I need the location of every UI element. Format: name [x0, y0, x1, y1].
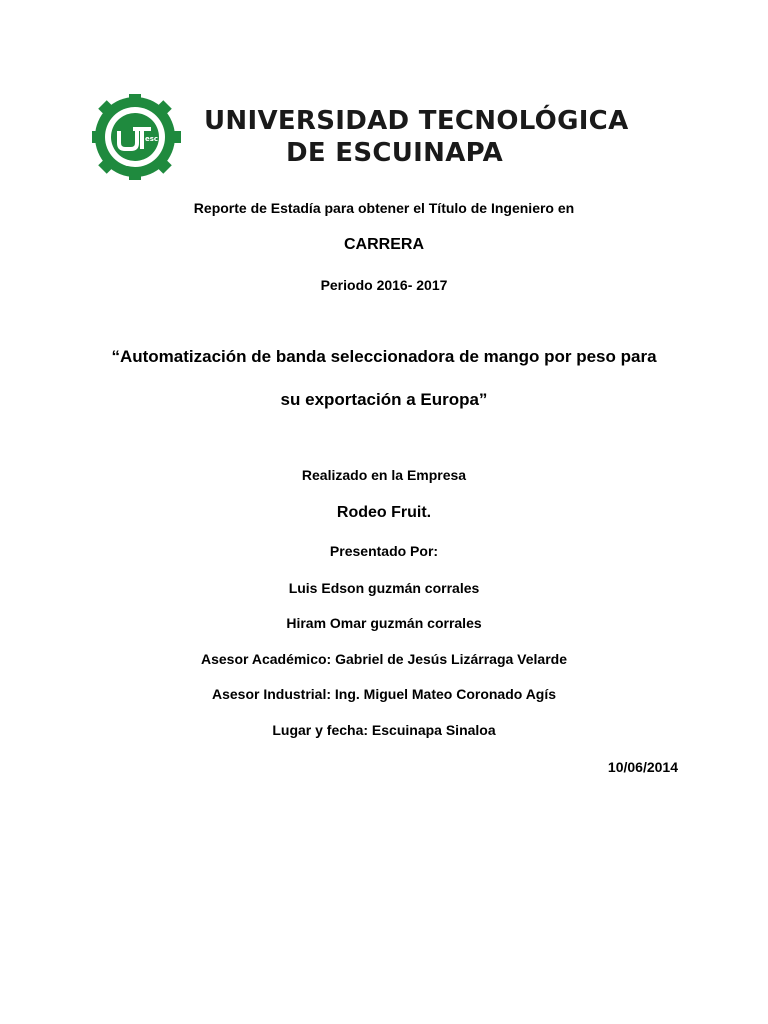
university-header — [92, 94, 692, 184]
author-2: Hiram Omar guzmán corrales — [286, 615, 482, 631]
company-intro: Realizado en la Empresa — [301, 467, 467, 483]
author-1: Luis Edson guzmán corrales — [288, 580, 480, 596]
career-title: CARRERA — [344, 236, 424, 253]
academic-advisor: Asesor Académico: Gabriel de Jesús Lizárraga Velarde — [201, 651, 567, 667]
svg-text:esc: esc — [145, 135, 159, 143]
project-title-line2: su exportación a Europa” — [280, 390, 488, 409]
university-seal-logo — [92, 94, 204, 180]
project-title-line1: “Automatización de banda seleccionadora de mango por peso para — [111, 347, 657, 366]
report-intro: Reporte de Estadía para obtener el Título de Ingeniero en — [193, 200, 575, 216]
university-name-line2: DE ESCUINAPA — [286, 138, 504, 168]
industrial-advisor: Asesor Industrial: Ing. Miguel Mateo Coronado Agís — [211, 686, 557, 702]
university-name-line1: UNIVERSIDAD TECNOLÓGICA — [204, 106, 629, 136]
company-name: Rodeo Fruit. — [336, 504, 432, 521]
place-and-date: Lugar y fecha: Escuinapa Sinaloa — [272, 722, 496, 738]
period: Periodo 2016- 2017 — [320, 277, 448, 293]
report-date: 10/06/2014 — [607, 759, 678, 775]
presented-by: Presentado Por: — [329, 543, 439, 559]
